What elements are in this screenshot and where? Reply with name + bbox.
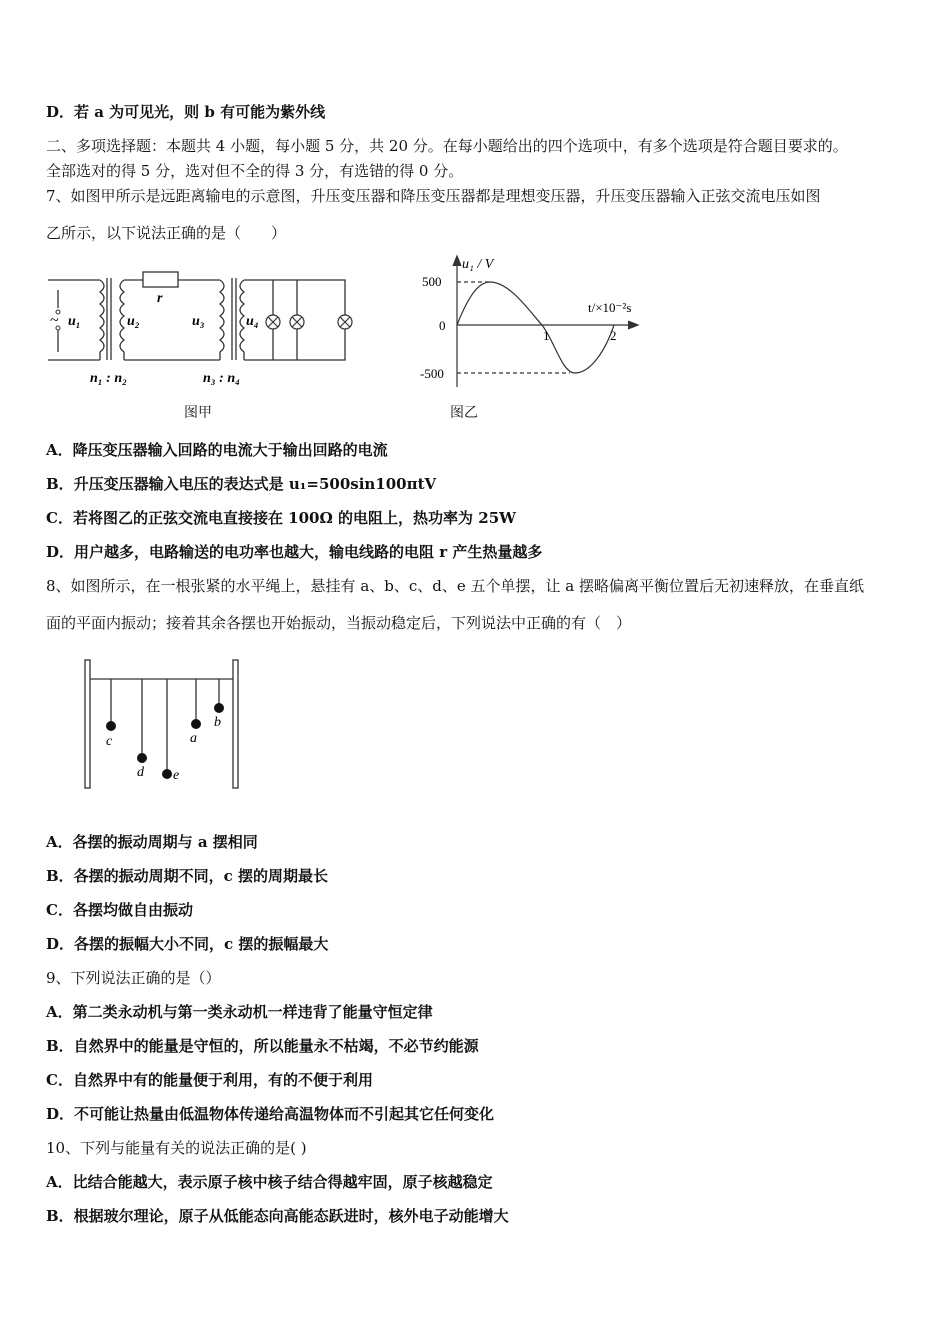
q9-option-d: D．不可能让热量由低温物体传递给高温物体而不引起其它任何变化 [46, 1105, 495, 1123]
q7-option-a: A．降压变压器输入回路的电流大于输出回路的电流 [46, 441, 388, 459]
section2-instructions: 二、多项选择题：本题共 4 小题，每小题 5 分，共 20 分。在每小题给出的四个选项中，有多个选项是符合题目要求的。 [46, 137, 848, 155]
label-u4: u₄ [246, 314, 259, 329]
q8-stem: 8、如图所示，在一根张紧的水平绳上，悬挂有 a、b、c、d、e 五个单摆，让 a 摆略偏离平衡位置后无初速释放，在垂直纸 [46, 577, 864, 595]
ratio-n3-n4: n₃ : n₄ [203, 371, 240, 385]
y-axis-label: u₁ / V [462, 257, 494, 272]
section2-scoring: 全部选对的得 5 分，选对但不全的得 3 分，有选错的得 0 分。 [46, 162, 464, 180]
x-axis-label: t/×10⁻²s [588, 300, 632, 315]
label-u3: u₃ [192, 314, 205, 329]
label-d: d [137, 765, 144, 780]
figure-caption-jia: 图甲 [184, 405, 212, 421]
ac-source-symbol: ~ [50, 312, 59, 329]
voltage-sine-graph [410, 252, 650, 392]
q7-stem: 7、如图甲所示是远距离输电的示意图，升压变压器和降压变压器都是理想变压器，升压变压器输入正弦交流电压如图 [46, 187, 821, 205]
label-u2: u₂ [127, 314, 140, 329]
q9-option-b: B．自然界中的能量是守恒的，所以能量永不枯竭，不必节约能源 [46, 1037, 479, 1055]
transmission-circuit-diagram [40, 260, 360, 385]
pendulum-diagram [80, 655, 250, 795]
y-tick-neg500: -500 [420, 366, 444, 381]
q7-option-d: D．用户越多，电路输送的电功率也越大，输电线路的电阻 r 产生热量越多 [46, 543, 543, 561]
ratio-n1-n2: n₁ : n₂ [90, 371, 127, 385]
y-tick-0: 0 [439, 318, 446, 333]
q9-stem: 9、下列说法正确的是（） [46, 969, 221, 987]
label-a: a [190, 731, 197, 746]
x-tick-1: 1 [543, 328, 550, 343]
figure-caption-yi: 图乙 [450, 405, 478, 421]
sine-curve [457, 282, 614, 373]
label-c: c [106, 734, 113, 749]
q10-stem: 10、下列与能量有关的说法正确的是( ) [46, 1139, 307, 1157]
lamp-icon [266, 315, 352, 329]
q8-option-b: B．各摆的振动周期不同，c 摆的周期最长 [46, 867, 329, 885]
y-tick-500: 500 [422, 274, 442, 289]
label-b: b [214, 715, 221, 730]
q9-option-a: A．第二类永动机与第一类永动机一样违背了能量守恒定律 [46, 1003, 433, 1021]
label-u1: u₁ [68, 314, 81, 329]
q10-option-a: A．比结合能越大，表示原子核中核子结合得越牢固，原子核越稳定 [46, 1173, 493, 1191]
q10-option-b: B．根据玻尔理论，原子从低能态向高能态跃进时，核外电子动能增大 [46, 1207, 509, 1225]
label-e: e [173, 768, 180, 783]
x-tick-2: 2 [610, 328, 617, 343]
q7-option-c: C．若将图乙的正弦交流电直接接在 100Ω 的电阻上，热功率为 25W [46, 509, 516, 527]
pendulum-bob [106, 703, 224, 779]
q8-option-a: A．各摆的振动周期与 a 摆相同 [46, 833, 258, 851]
q7-stem-cont: 乙所示，以下说法正确的是（ ） [46, 224, 287, 242]
q9-option-c: C．自然界中有的能量便于利用，有的不便于利用 [46, 1071, 373, 1089]
label-r: r [157, 291, 163, 306]
q8-option-c: C．各摆均做自由振动 [46, 901, 193, 919]
q6-option-d: D．若 a 为可见光，则 b 有可能为紫外线 [46, 103, 326, 121]
q7-option-b: B．升压变压器输入电压的表达式是 u₁=500sin100πtV [46, 475, 437, 493]
q8-stem-cont: 面的平面内振动；接着其余各摆也开始振动，当振动稳定后，下列说法中正确的有（ ） [46, 614, 632, 632]
q8-option-d: D．各摆的振幅大小不同，c 摆的振幅最大 [46, 935, 329, 953]
